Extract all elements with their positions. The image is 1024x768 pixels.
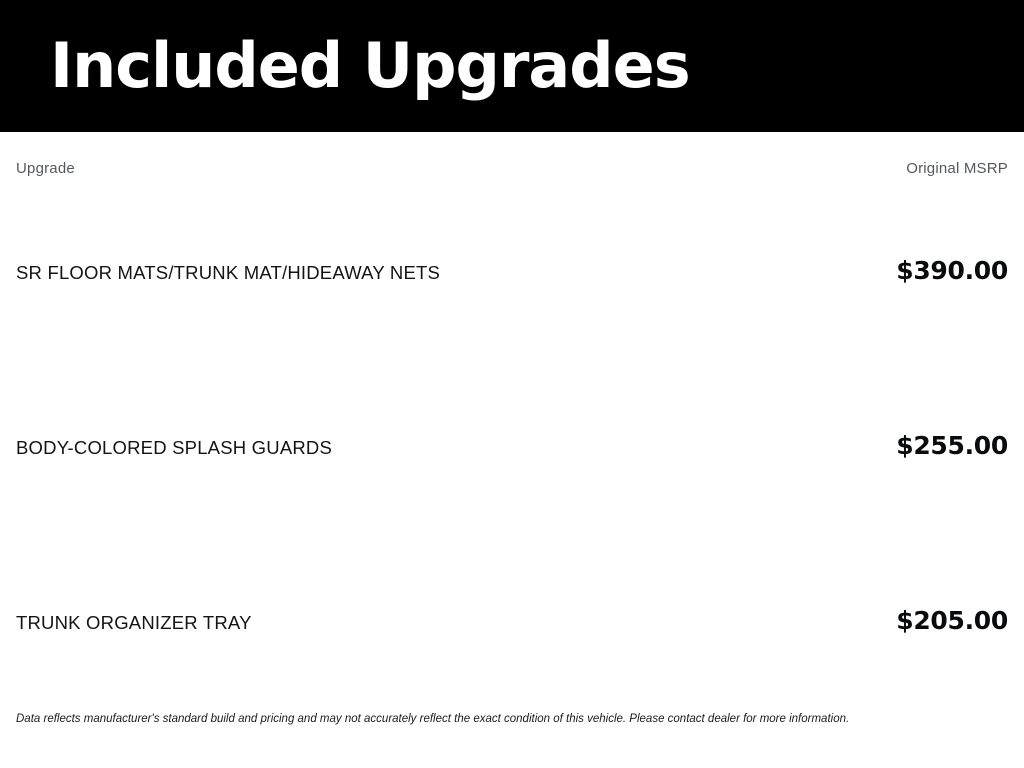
- page-header: [0, 0, 1024, 132]
- table-row: [0, 403, 1024, 578]
- upgrades-list: [0, 228, 1024, 753]
- upgrade-name: TRUNK ORGANIZER TRAY: [16, 612, 252, 633]
- page-title: Included Upgrades: [50, 29, 690, 102]
- upgrade-name: SR FLOOR MATS/TRUNK MAT/HIDEAWAY NETS: [16, 262, 441, 283]
- upgrade-name: BODY-COLORED SPLASH GUARDS: [16, 437, 333, 458]
- upgrade-price: $390.00: [896, 256, 1008, 285]
- table-row: [0, 228, 1024, 403]
- column-header-upgrade: Upgrade: [16, 160, 75, 177]
- upgrade-price: $205.00: [896, 606, 1008, 635]
- column-header-original-msrp: Original MSRP: [906, 160, 1008, 177]
- upgrade-price: $255.00: [896, 431, 1008, 460]
- table-column-headers: [0, 160, 1024, 177]
- disclaimer-text: Data reflects manufacturer's standard build and pricing and may not accurately reflect the exact condition of this vehicle. Please contact dealer for more information.: [16, 713, 850, 725]
